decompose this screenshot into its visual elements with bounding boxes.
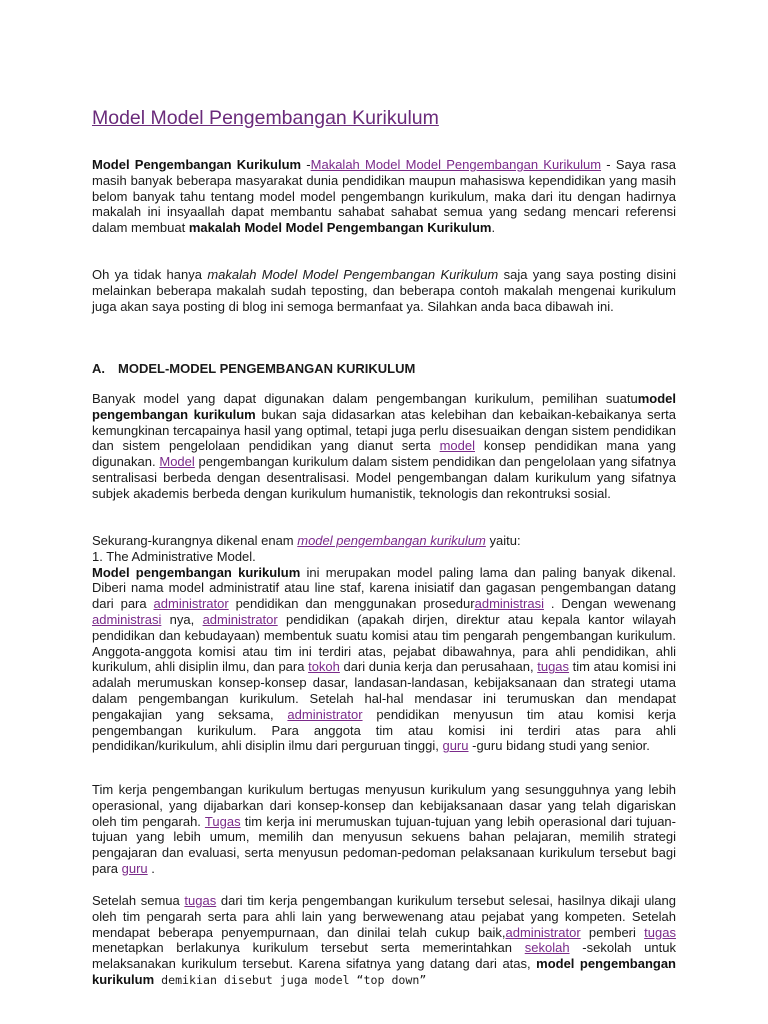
bold-text: makalah Model Model Pengembangan Kurikulum [188, 220, 492, 236]
text: saja yang saya posting disini melainkan beberapa makalah sudah teposting, dan beberapa contoh makalah mengenai kurikulum juga akan saya posting di blog ini semoga bermanfaat ya. Silahkan anda baca dibawah ini. [92, 267, 676, 314]
text: . [147, 860, 155, 876]
tugas-link[interactable]: Tugas [204, 813, 241, 829]
administrator-link[interactable]: administrator [287, 706, 363, 722]
makalah-link[interactable]: Makalah Model Model Pengembangan Kurikulum [310, 157, 602, 172]
paragraph-models [92, 391, 676, 502]
italic-text: makalah Model Model Pengembangan Kurikulum [207, 267, 499, 282]
text: pendidikan dan menggunakan prosedur [228, 596, 475, 612]
tokoh-link[interactable]: tokoh [308, 659, 340, 675]
bold-text: model pengembangan kurikulum [92, 391, 676, 422]
second-paragraph [92, 267, 676, 314]
text: konsep pendidikan mana yang digunakan. [92, 438, 676, 470]
text: dari tim kerja pengembangan kurikulum tersebut selesai, hasilnya dikaji ulang oleh tim pengarah serta para ahli lain yang berwewenang atau pejabat yang kompeten. Setelah mendapat beberapa penyempurnaan, dan dinilai telah cukup baik, [92, 893, 676, 940]
list-item: 1. The Administrative Model. [92, 548, 256, 564]
text: . Dengan wewenang [543, 596, 677, 612]
text: pendidikan (apakah dirjen, direktur atau kepala kantor wilayah pendidikan dan kebudayaan) membentuk suatu komisi atau tim pengarah pengembangan kurikulum. Anggota-anggota komisi atau tim ini terdiri atas, pejabat dibawahnya, para ahli pendidikan, ahli kurikulum, ahli disiplin ilmu, dan para [92, 611, 676, 675]
section-heading [92, 361, 415, 376]
text: Banyak model yang dapat digunakan dalam pengembangan kurikulum, pemilihan suatu [92, 391, 638, 406]
text: bukan saja didasarkan atas kelebihan dan kebaikan-kebaikanya serta kemungkinan tercapainya hasil yang optimal, tetapi juga perlu disesuaikan dengan sistem pendidikan dan sistem pengelolaan pendidikan yang dianut serta [92, 406, 676, 454]
text: ini merupakan model paling lama dan paling banyak dikenal. Diberi nama model administratif atau line staf, karena inisiatif dan gagasan pengembangan datang dari para [92, 564, 677, 612]
text: Oh ya tidak hanya [92, 267, 208, 282]
model-pengembangan-link[interactable]: model pengembangan kurikulum [297, 533, 486, 548]
paragraph-setelah [92, 893, 676, 989]
text: menetapkan berlakunya kurikulum tersebut serta memerintahkan [92, 940, 525, 956]
text: yaitu: [485, 533, 521, 548]
guru-link[interactable]: guru [442, 738, 469, 754]
text: . [491, 220, 496, 236]
section-number: A. [92, 361, 105, 376]
text: -guru bidang studi yang senior. [468, 738, 650, 754]
text: pengembangan kurikulum dalam sistem pendidikan dan pengelolaan yang sifatnya sentralisasi berbeda dengan desentralisasi. Model pengembangan dalam kurikulum yang sifatnya subjek akademis berbeda dengan kurikulum humanistik, teknologis dan rekontruksi sosial. [92, 454, 676, 501]
text: Setelah semua [92, 893, 185, 908]
administrator-link[interactable]: administrator [202, 611, 278, 627]
text: - [301, 157, 311, 172]
paragraph-administrative-model [92, 533, 676, 754]
tugas-link[interactable]: tugas [644, 924, 676, 940]
text: dari dunia kerja dan perusahaan, [339, 659, 538, 675]
bold-text: Model Pengembangan Kurikulum [92, 157, 302, 172]
text: nya, [161, 611, 203, 627]
text: pendidikan menyusun tim atau komisi kerja pengembangan kurikulum. Para anggota tim atau komisi ini terdiri atas para ahli pendidikan/kurikulum, ahli disiplin ilmu dari perguruan tinggi, [92, 706, 676, 754]
text: tim kerja ini merumuskan tujuan-tujuan yang lebih operasional dari tujuan-tujuan yang lebih umum, memilih dan menyusun sekuens bahan pelajaran, memilih strategi pengajaran dan evaluasi, serta menyusun pedoman-pedoman pelaksanaan kurikulum tersebut bagi para [92, 813, 676, 876]
mono-text: demikian disebut juga model “top down” [154, 972, 427, 987]
administrator-link[interactable]: administrator [505, 924, 581, 940]
page-title: Model Model Pengembangan Kurikulum [92, 107, 439, 129]
model-link[interactable]: Model [159, 454, 195, 470]
text: pemberi [580, 924, 645, 940]
paragraph-tim-kerja [92, 782, 676, 877]
tugas-link[interactable]: tugas [537, 659, 570, 675]
tugas-link[interactable]: tugas [184, 893, 217, 908]
section-title: MODEL-MODEL PENGEMBANGAN KURIKULUM [118, 361, 416, 376]
bold-text: model pengembangan kurikulum [92, 956, 676, 987]
model-link[interactable]: model [439, 438, 475, 454]
text: Sekurang-kurangnya dikenal enam [92, 533, 298, 548]
text: tim atau komisi ini adalah merumuskan konsep-konsep dasar, landasan-landasan, kebijaksanaan dan strategi utama dalam pengembangan kurikulum. Setelah hal-hal mendasar ini terumuskan dan mendapat pengakajian yang seksama, [92, 659, 676, 722]
text: - Saya rasa masih banyak beberapa masyarakat dunia pendidikan maupun mahasiswa kependidikan yang masih belom banyak tahu tentang model model pengembangn kurikulum, maka dari itu dengan hadirnya makalah ini insyaallah dapat membantu sahabat sahabat semua yang sedang mencari referensi dalam membuat [92, 157, 676, 236]
bold-text: Model pengembangan kurikulum [92, 564, 301, 580]
sekolah-link[interactable]: sekolah [524, 940, 570, 956]
guru-link[interactable]: guru [121, 860, 148, 876]
text: Tim kerja pengembangan kurikulum bertugas menyusun kurikulum yang sesungguhnya yang lebih operasional, yang dijabarkan dari konsep-konsep dan kebijaksanaan dasar yang telah digariskan oleh tim pengarah. [92, 782, 676, 829]
administrasi-link[interactable]: administrasi [474, 596, 544, 612]
administrator-link[interactable]: administrator [153, 596, 229, 612]
text: -sekolah untuk melaksanakan kurikulum tersebut. Karena sifatnya yang datang dari atas, [92, 940, 676, 972]
administrasi-link[interactable]: administrasi [92, 611, 162, 627]
intro-paragraph [92, 157, 676, 236]
